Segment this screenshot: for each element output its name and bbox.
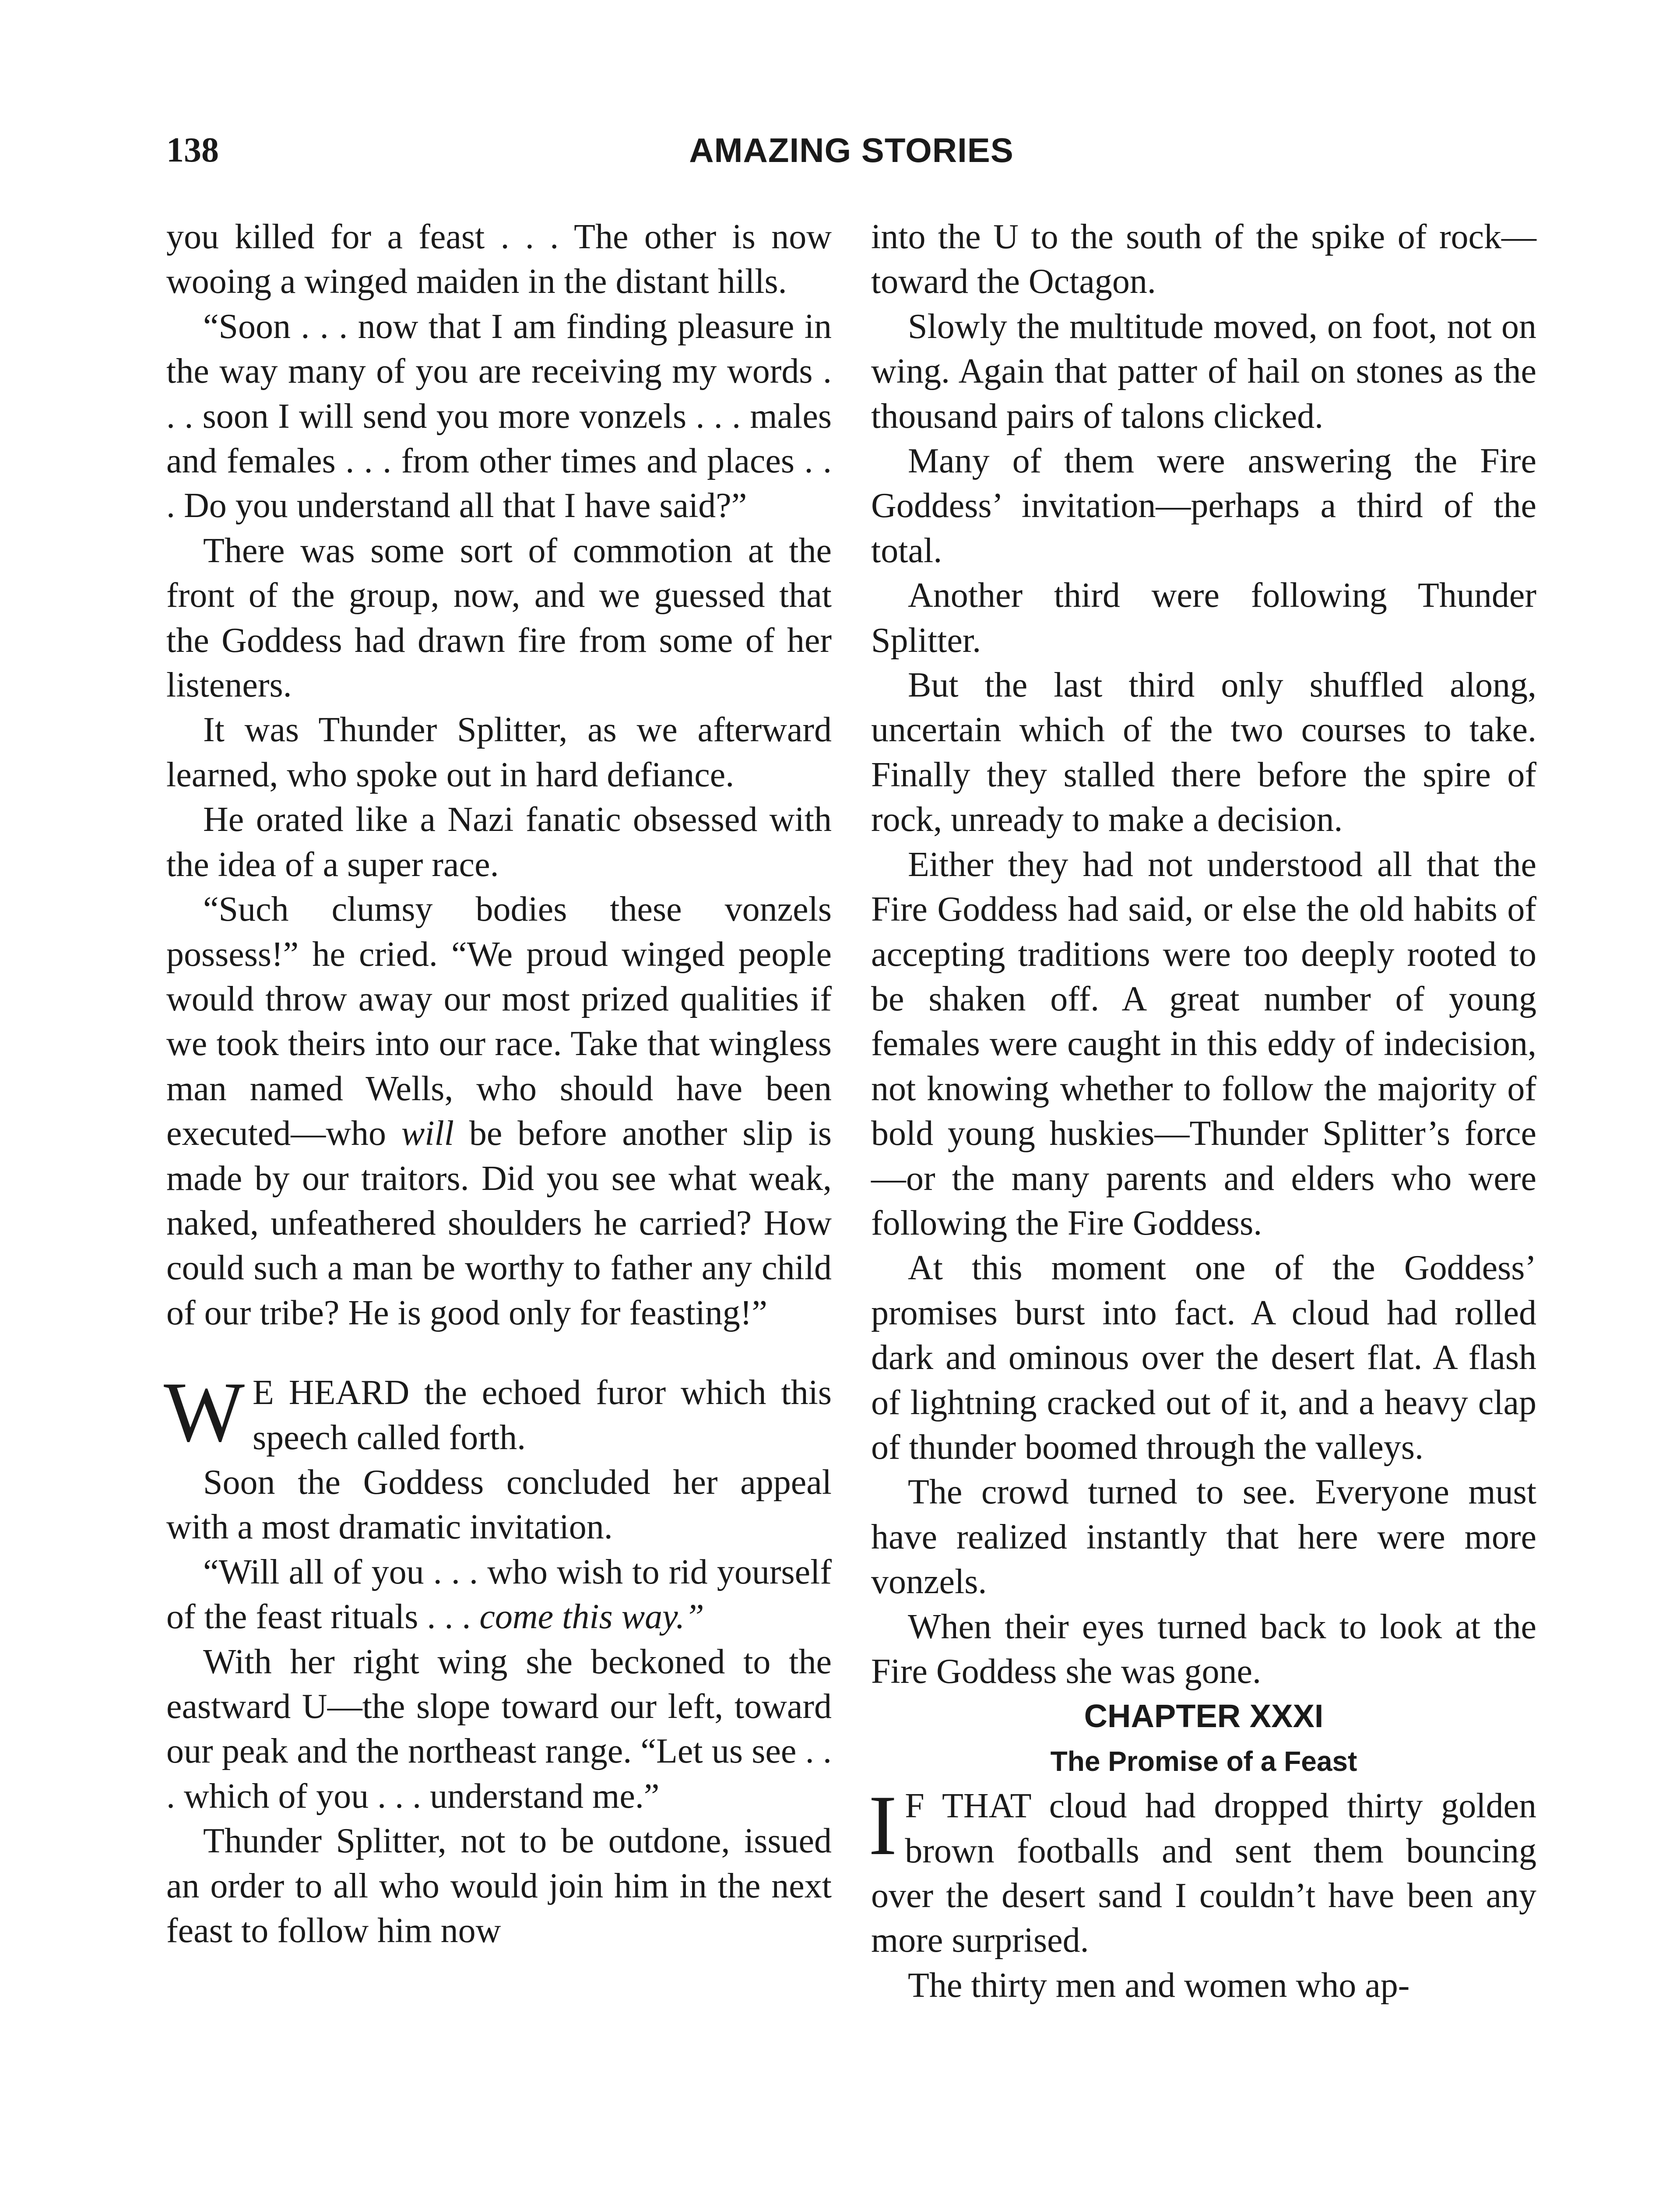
section-gap <box>166 1335 832 1370</box>
paragraph-text: be before another slip is made by our traitors. Did you see what weak, naked, unfeathered shoulders he carried? How could such a man be worthy to father any child of our tribe? He is good only for feasting!” <box>166 1114 832 1332</box>
paragraph: He orated like a Nazi fanatic obsessed with the idea of a super race. <box>166 800 832 884</box>
paragraph: Many of them were answering the Fire Goddess’ invitation—perhaps a third of the total. <box>871 442 1536 570</box>
paragraph: At this moment one of the Goddess’ promises burst into fact. A cloud had rolled dark and ominous over the desert flat. A flash of lightning cracked out of it, and a heavy clap of thunder boomed through the valleys. <box>871 1249 1536 1467</box>
paragraph-text: “Such clumsy bodies these vonzels possess!” he cried. “We proud winged people would throw away our most prized qualities if we took theirs into our race. Take that wingless man named Wells, who should have been executed—who <box>166 890 832 1153</box>
running-title: AMAZING STORIES <box>689 131 1014 169</box>
paragraph-text: E HEARD the echoed furor which this speech called forth. <box>253 1373 832 1457</box>
paragraph: into the U to the south of the spike of rock—toward the Octagon. <box>871 218 1536 301</box>
page-number: 138 <box>166 131 219 169</box>
paragraph: The thirty men and women who ap- <box>908 1966 1410 2005</box>
drop-cap: I <box>868 1778 897 1873</box>
paragraph-with-initial <box>164 1365 832 1460</box>
paragraph <box>166 1550 832 1640</box>
paragraph: Slowly the multitude moved, on foot, not on wing. Again that patter of hail on stones as the thousand pairs of talons clicked. <box>871 307 1536 436</box>
emphasis: come this way.” <box>479 1598 704 1636</box>
paragraph: But the last third only shuffled along, uncertain which of the two courses to take. Finally they stalled there before the spire of rock, unready to make a decision. <box>871 666 1536 839</box>
chapter-title: CHAPTER XXXI <box>1084 1698 1324 1735</box>
paragraph: It was Thunder Splitter, as we afterward learned, who spoke out in hard defiance. <box>166 711 832 794</box>
paragraph: Another third were following Thunder Splitter. <box>871 576 1536 660</box>
right-column <box>868 215 1536 2008</box>
left-column <box>166 215 832 1953</box>
paragraph: When their eyes turned back to look at the Fire Goddess she was gone. <box>871 1607 1536 1691</box>
paragraph: Soon the Goddess concluded her appeal with a most dramatic invitation. <box>166 1463 832 1547</box>
paragraph: There was some sort of commotion at the front of the group, now, and we guessed that the Goddess had drawn fire from some of her listeners. <box>166 531 832 705</box>
paragraph <box>166 887 832 1335</box>
paragraph: With her right wing she beckoned to the eastward U—the slope toward our left, toward our peak and the northeast range. “Let us see . . . which of you . . . understand me.” <box>166 1642 832 1816</box>
paragraph: you killed for a feast . . . The other is now wooing a winged maiden in the distant hills. <box>166 218 832 301</box>
chapter-subtitle: The Promise of a Feast <box>1050 1745 1357 1777</box>
paragraph: The crowd turned to see. Everyone must have realized instantly that here were more vonzels. <box>871 1473 1536 1601</box>
paragraph: “Soon . . . now that I am finding pleasure in the way many of you are receiving my words . . . soon I will send you more vonzels . . . males and females . . . from other times and places . . . Do you understand all that I have said?” <box>166 307 832 525</box>
paragraph-text: F THAT cloud had dropped thirty golden brown footballs and sent them bouncing over the desert sand I couldn’t have been any more surprised. <box>871 1787 1536 1960</box>
emphasis: will <box>401 1114 454 1153</box>
page-header <box>166 130 1536 179</box>
paragraph: Thunder Splitter, not to be outdone, issued an order to all who would join him in the next feast to follow him now <box>166 1822 832 1950</box>
paragraph-with-initial <box>868 1778 1536 1963</box>
paragraph-text: “Will all of you . . . who wish to rid yourself of the feast rituals . . . <box>166 1552 832 1636</box>
paragraph: Either they had not understood all that the Fire Goddess had said, or else the old habits of accepting traditions were too deeply rooted to be shaken off. A great number of young females were caught in this eddy of indecision, not knowing whether to follow the majority of bold young huskies—Thunder Splitter’s force—or the many parents and elders who were following the Fire Goddess. <box>871 845 1536 1242</box>
drop-cap: W <box>164 1365 245 1460</box>
